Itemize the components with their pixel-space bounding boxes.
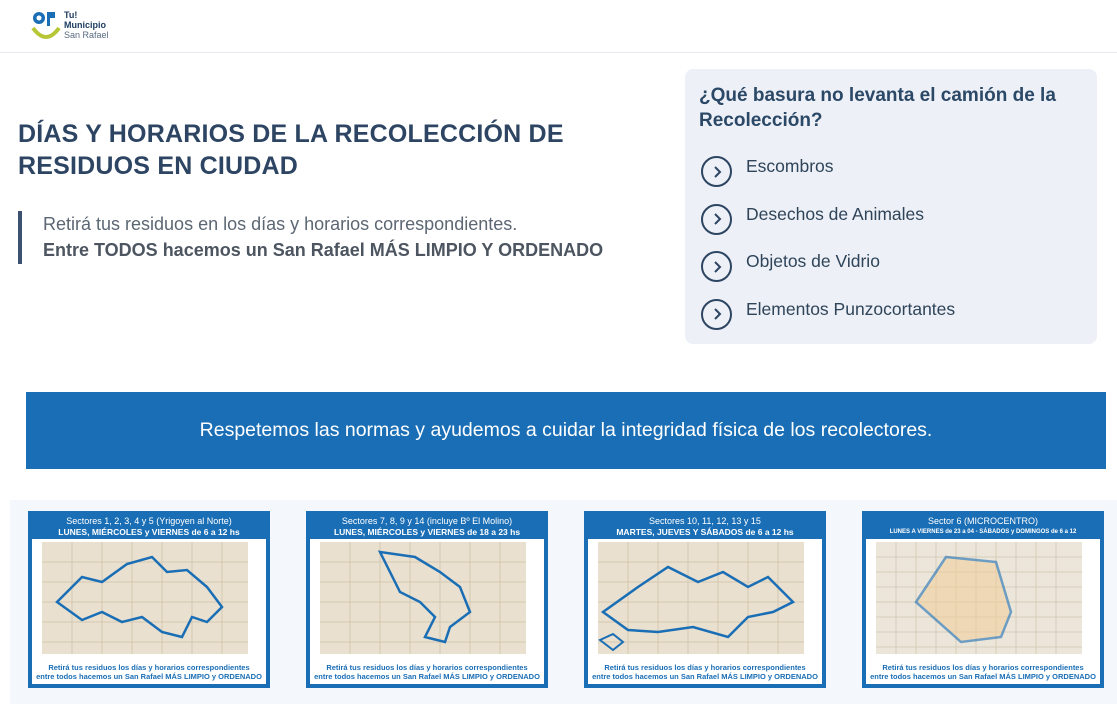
quote-line-1: Retirá tus residuos en los días y horarios correspondientes. [43,214,518,234]
banner-text: Respetemos las normas y ayudemos a cuidar la integridad física de los recolectores. [199,419,933,441]
map-sector: Sector 6 (MICROCENTRO) [927,516,1038,526]
map-card-sector-1-5[interactable] [28,511,270,688]
intro-quote [18,211,603,264]
map-footer-1: Retirá tus residuos los días y horarios correspondientes [48,663,250,672]
logo-icon [30,8,62,42]
map-footer-1: Retirá tus residuos los días y horarios correspondientes [882,663,1084,672]
safety-banner [26,392,1106,469]
map-footer-2: entre todos hacemos un San Rafael MÁS LIMPIO y ORDENADO [592,672,818,681]
map-footer-1: Retirá tus residuos los días y horarios correspondientes [604,663,806,672]
map-image [320,542,526,654]
municipio-logo[interactable] [30,8,109,42]
top-bar [0,0,1117,53]
list-item-vidrio[interactable] [699,243,1083,291]
excluded-waste-list [699,148,1083,338]
list-item-punzocortantes[interactable] [699,291,1083,339]
map-schedule: MARTES, JUEVES Y SÁBADOS de 6 a 12 hs [616,527,794,537]
list-item-label: Escombros [746,156,834,177]
list-item-desechos[interactable] [699,196,1083,244]
list-item-label: Elementos Punzocortantes [746,298,956,319]
map-footer-2: entre todos hacemos un San Rafael MÁS LIMPIO y ORDENADO [314,672,540,681]
map-card-sector-10-15[interactable] [584,511,826,688]
map-image [598,542,804,654]
map-footer-2: entre todos hacemos un San Rafael MÁS LIMPIO y ORDENADO [870,672,1096,681]
chevron-right-icon [701,156,732,187]
card-title: ¿Qué basura no levanta el camión de la Recolección? [699,85,1056,131]
list-item-escombros[interactable] [699,148,1083,196]
map-schedule: LUNES A VIERNES de 23 a 04 - SÁBADOS y DOMINGOS de 6 a 12 [889,529,1077,535]
page-title: DÍAS Y HORARIOS DE LA RECOLECCIÓN DE RESIDUOS EN CIUDAD [18,120,564,180]
list-item-label: Desechos de Animales [746,203,925,224]
chevron-right-icon [701,204,732,235]
excluded-waste-card [685,69,1097,344]
map-schedule: LUNES, MIÉRCOLES y VIERNES de 18 a 23 hs [333,527,521,537]
map-footer-1: Retirá tus residuos los días y horarios correspondientes [326,663,528,672]
schedule-map-gallery [10,500,1117,704]
logo-line-3: San Rafael [64,30,109,40]
quote-line-2: Entre TODOS hacemos un San Rafael MÁS LIMPIO Y ORDENADO [43,240,604,260]
map-sector: Sectores 7, 8, 9 y 14 (incluye Bº El Molino) [341,516,513,526]
chevron-right-icon [701,251,732,282]
map-image [42,542,248,654]
map-sector: Sectores 1, 2, 3, 4 y 5 (Yrigoyen al Norte) [66,516,232,526]
logo-line-2: Municipio [64,20,106,30]
map-image [876,542,1082,654]
list-item-label: Objetos de Vidrio [746,251,880,272]
map-card-sector-7-14[interactable] [306,511,548,688]
logo-line-1: Tu! [64,10,78,20]
map-footer-2: entre todos hacemos un San Rafael MÁS LIMPIO y ORDENADO [36,672,262,681]
map-card-sector-6[interactable] [862,511,1104,688]
map-schedule: LUNES, MIÉRCOLES y VIERNES de 6 a 12 hs [58,527,240,537]
chevron-right-icon [701,299,732,330]
map-sector: Sectores 10, 11, 12, 13 y 15 [649,516,761,526]
